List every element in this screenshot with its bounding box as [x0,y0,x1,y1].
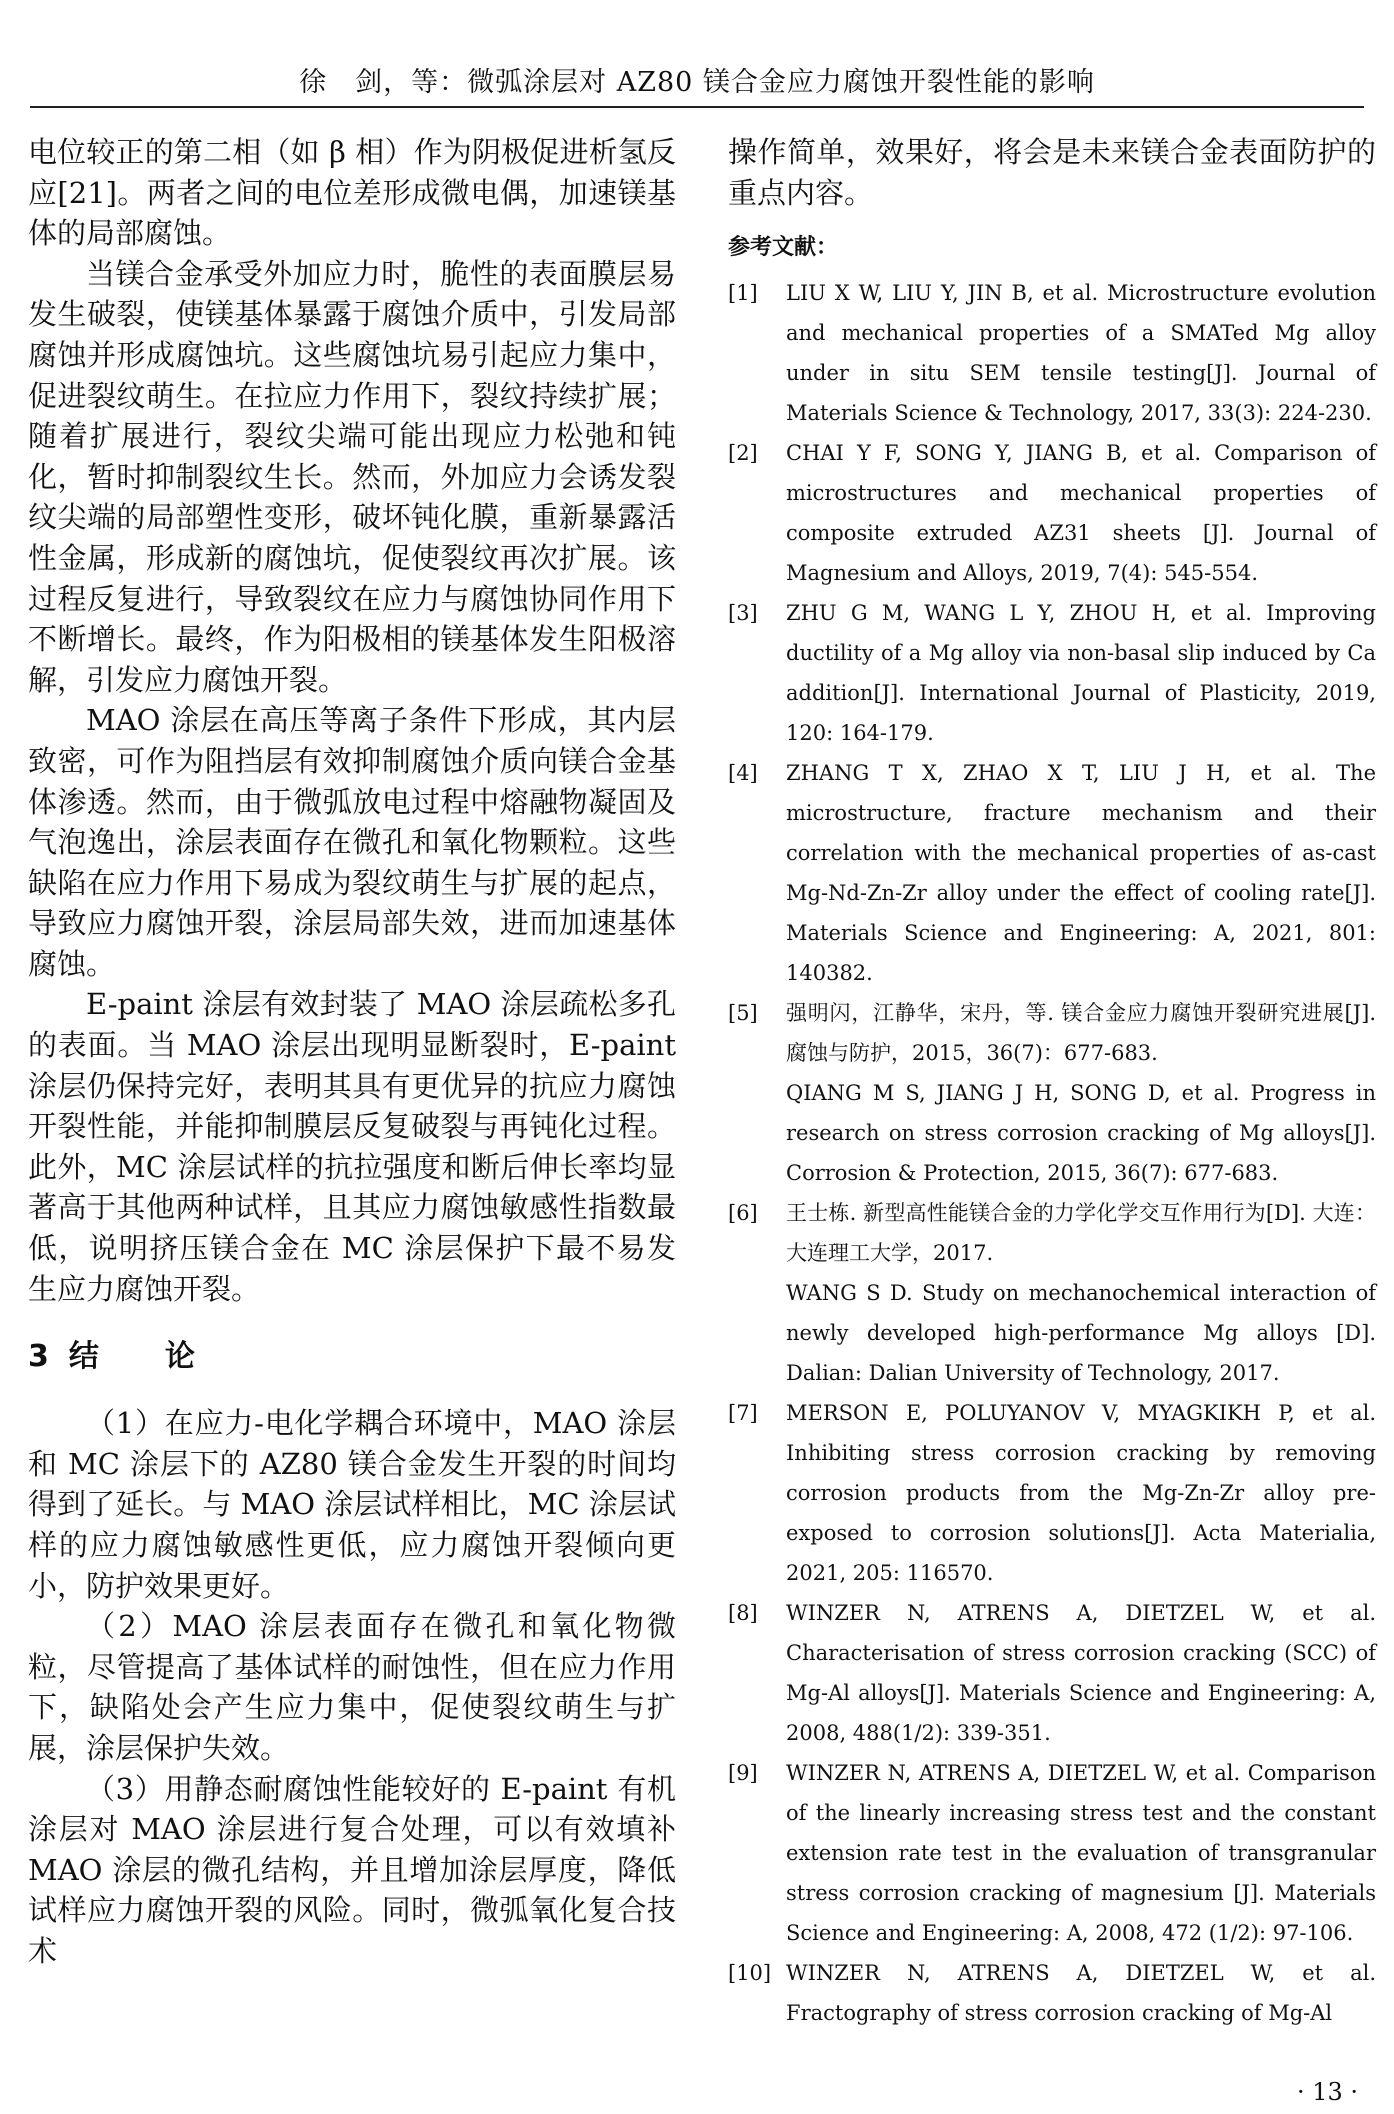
section-heading [28,1337,676,1377]
body-paragraph: 电位较正的第二相（如 β 相）作为阴极促进析氢反应[21]。两者之间的电位差形成微电偶，加速镁基体的局部腐蚀。 [28,135,676,251]
reference-item [728,993,1376,1193]
reference-line: LIU X W, LIU Y, JIN B, et al. Microstructure evolution and mechanical properties of a SMATed Mg alloy under in situ SEM tensile testing[J]. Journal of Materials Science & Technology, 2017, 33(3): 224-230. [786,281,1376,426]
reference-number: [9] [728,1761,758,1786]
reference-item [728,753,1376,993]
body-paragraph: E-paint 涂层有效封装了 MAO 涂层疏松多孔的表面。当 MAO 涂层出现明显断裂时，E-paint 涂层仍保持完好，表明其具有更优异的抗应力腐蚀开裂性能，并能抑制膜层反复破裂与再钝化过程。此外，MC 涂层试样的抗拉强度和断后伸长率均显著高于其他两种试样，且其应力腐蚀敏感性指数最低，说明挤压镁合金在 MC 涂层保护下最不易发生应力腐蚀开裂。 [28,987,676,1306]
reference-number: [7] [728,1401,758,1426]
reference-item [728,1393,1376,1593]
reference-line: 强明闪，江静华，宋丹，等. 镁合金应力腐蚀开裂研究进展[J]. 腐蚀与防护，2015，36(7)：677-683. [786,1001,1376,1066]
reference-item [728,593,1376,753]
section-title: 结 论 [68,1339,213,1375]
reference-item [728,1953,1376,2033]
reference-item [728,1593,1376,1753]
section-number: 3 [28,1339,49,1375]
reference-number: [2] [728,441,758,466]
reference-number: [10] [728,1961,772,1986]
reference-number: [6] [728,1201,758,1226]
reference-text [786,1193,1376,1393]
reference-text [786,993,1376,1193]
reference-number: [4] [728,761,758,786]
conclusion-paragraph: （3）用静态耐腐蚀性能较好的 E-paint 有机涂层对 MAO 涂层进行复合处理，可以有效填补 MAO 涂层的微孔结构，并且增加涂层厚度，降低试样应力腐蚀开裂的风险。同时，微弧氧化复合技术 [28,1771,676,1968]
running-title: 徐 剑，等：微弧涂层对 AZ80 镁合金应力腐蚀开裂性能的影响 [299,67,1095,98]
conclusion-paragraph: （2）MAO 涂层表面存在微孔和氧化物微粒，尽管提高了基体试样的耐蚀性，但在应力作用下，缺陷处会产生应力集中，促使裂纹萌生与扩展，涂层保护失效。 [28,1609,676,1765]
reference-number: [1] [728,281,758,306]
reference-text [786,753,1376,993]
right-column [728,132,1376,2033]
references-heading: 参考文献： [728,235,839,261]
reference-line: ZHU G M, WANG L Y, ZHOU H, et al. Improving ductility of a Mg alloy via non-basal slip induced by Ca addition[J]. International Journal of Plasticity, 2019, 120: 164-179. [786,601,1376,746]
page-number: · 13 · [1296,2078,1358,2106]
reference-text [786,433,1376,593]
reference-text [786,273,1376,433]
reference-line: WINZER N, ATRENS A, DIETZEL W, et al. Comparison of the linearly increasing stress test and the constant extension rate test in the evaluation of transgranular stress corrosion cracking of magnesium [J]. Materials Science and Engineering: A, 2008, 472 (1/2): 97-106. [786,1761,1376,1946]
reference-text [786,1753,1376,1953]
reference-item [728,1193,1376,1393]
reference-number: [5] [728,1001,758,1026]
reference-number: [3] [728,601,758,626]
reference-list [728,273,1376,2033]
body-paragraph-continuation: 操作简单，效果好，将会是未来镁合金表面防护的重点内容。 [728,135,1376,210]
reference-item [728,273,1376,433]
reference-line: CHAI Y F, SONG Y, JIANG B, et al. Comparison of microstructures and mechanical properties of composite extruded AZ31 sheets [J]. Journal of Magnesium and Alloys, 2019, 7(4): 545-554. [786,441,1376,586]
reference-number: [8] [728,1601,758,1626]
reference-text [786,1953,1376,2033]
reference-item [728,1753,1376,1953]
reference-line: MERSON E, POLUYANOV V, MYAGKIKH P, et al. Inhibiting stress corrosion cracking by removing corrosion products from the Mg-Zn-Zr alloy pre-exposed to corrosion solutions[J]. Acta Materialia, 2021, 205: 116570. [786,1401,1376,1586]
body-paragraph: MAO 涂层在高压等离子条件下形成，其内层致密，可作为阻挡层有效抑制腐蚀介质向镁合金基体渗透。然而，由于微弧放电过程中熔融物凝固及气泡逸出，涂层表面存在微孔和氧化物颗粒。这些缺陷在应力作用下易成为裂纹萌生与扩展的起点，导致应力腐蚀开裂，涂层局部失效，进而加速基体腐蚀。 [28,703,676,981]
reference-line: WINZER N, ATRENS A, DIETZEL W, et al. Characterisation of stress corrosion cracking (SCC) of Mg-Al alloys[J]. Materials Science and Engineering: A, 2008, 488(1/2): 339-351. [786,1601,1376,1746]
reference-line: ZHANG T X, ZHAO X T, LIU J H, et al. The microstructure, fracture mechanism and their correlation with the mechanical properties of as-cast Mg-Nd-Zn-Zr alloy under the effect of cooling rate[J]. Materials Science and Engineering: A, 2021, 801: 140382. [786,761,1376,986]
left-column [28,132,676,1972]
reference-line: QIANG M S, JIANG J H, SONG D, et al. Progress in research on stress corrosion cracking of Mg alloys[J]. Corrosion & Protection, 2015, 36(7): 677-683. [786,1081,1376,1186]
reference-line: WINZER N, ATRENS A, DIETZEL W, et al. Fractography of stress corrosion cracking of Mg-Al [786,1961,1376,2026]
body-paragraph: 当镁合金承受外加应力时，脆性的表面膜层易发生破裂，使镁基体暴露于腐蚀介质中，引发局部腐蚀并形成腐蚀坑。这些腐蚀坑易引起应力集中，促进裂纹萌生。在拉应力作用下，裂纹持续扩展；随着扩展进行，裂纹尖端可能出现应力松弛和钝化，暂时抑制裂纹生长。然而，外加应力会诱发裂纹尖端的局部塑性变形，破坏钝化膜，重新暴露活性金属，形成新的腐蚀坑，促使裂纹再次扩展。该过程反复进行，导致裂纹在应力与腐蚀协同作用下不断增长。最终，作为阳极相的镁基体发生阳极溶解，引发应力腐蚀开裂。 [28,256,676,697]
reference-line: 王士栋. 新型高性能镁合金的力学化学交互作用行为[D]. 大连：大连理工大学，2017. [786,1201,1376,1266]
reference-text [786,1393,1376,1593]
conclusion-paragraph: （1）在应力-电化学耦合环境中，MAO 涂层和 MC 涂层下的 AZ80 镁合金发生开裂的时间均得到了延长。与 MAO 涂层试样相比，MC 涂层试样的应力腐蚀敏感性更低，应力腐蚀开裂倾向更小，防护效果更好。 [28,1406,676,1603]
reference-line: WANG S D. Study on mechanochemical interaction of newly developed high-performance Mg alloys [D]. Dalian: Dalian University of Technology, 2017. [786,1281,1376,1386]
reference-text [786,593,1376,753]
reference-item [728,433,1376,593]
reference-text [786,1593,1376,1753]
header-rule [30,106,1364,108]
